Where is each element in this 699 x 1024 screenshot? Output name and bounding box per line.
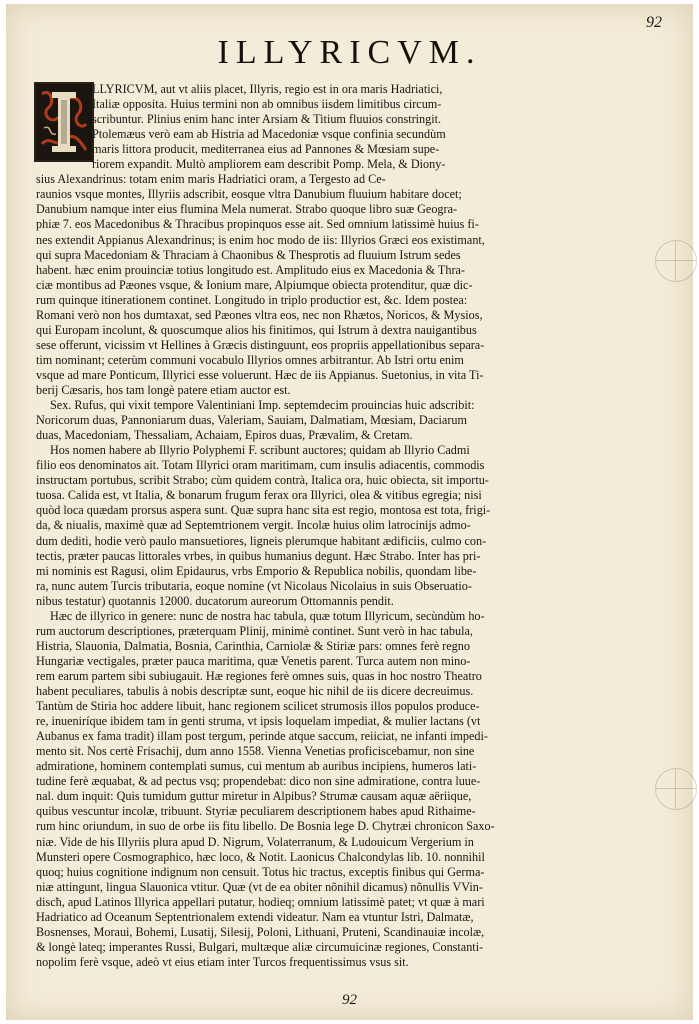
text-line: quoq; huius cognitione indignum non censuit. Totus hic tractus, exceptis finibus qui Germa-: [36, 864, 485, 879]
text-line: qui Europam incolunt, & quoscumque alios his finitimos, qui Istrum à dextra nauigantibus: [36, 322, 477, 337]
page-number-bottom: 92: [342, 992, 357, 1008]
text-line: tectis, præter paucas littorales vrbes, in quibus humanius degunt. Hæc Strabo. Inter has pri-: [36, 548, 481, 563]
text-line: ciæ montibus ad Pæones vsque, & Ionium mare, Alpiumque obiecta protenditur, quæ dic-: [36, 277, 473, 292]
text-line: mi nominis est Ragusi, olim Epidaurus, vrbs Emporio & Republica nobilis, quondam libe-: [36, 563, 477, 578]
text-line: duas, Macedoniam, Thessaliam, Achaiam, Epiros duas, Prævalim, & Cretam.: [36, 428, 413, 443]
text-line: habent. hæc enim prouinciæ totius longitudo est. Amplitudo eius ex Macedonia & Thra-: [36, 262, 465, 277]
text-line: Munsteri opere Cosmographico, hæc loco, & Notit. Laonicus Chalcondylas lib. 10. nonnihil: [36, 849, 485, 864]
page-number-top: 92: [646, 14, 662, 31]
text-line: riorem expandit. Multò ampliorem eam describit Pomp. Mela, & Diony-: [92, 157, 446, 172]
text-line: & longè lateq; imperantes Russi, Bulgari, multæque aliæ circumuicinæ regiones, Constanti-: [36, 939, 484, 954]
text-line: Italiæ opposita. Huius termini non ab omnibus iisdem limitibus circum-: [92, 97, 442, 112]
text-line: Hadriatico ad Oceanum Septentrionalem extendi videatur. Nam ea vtuntur Istri, Dalmatæ,: [36, 909, 474, 924]
text-line: Sex. Rufus, qui vixit tempore Valentiniani Imp. septemdecim prouincias huic adscribit:: [50, 398, 475, 413]
text-line: Tantùm de Stiria hoc addere libuit, hanc regionem scilicet strumosis illos populos produce-: [36, 699, 480, 714]
text-line: Hungariæ vectigales, præter pauca maritima, quæ Venetis parent. Turca autem non mino-: [36, 653, 471, 668]
text-line: habent peculiares, tabulis à nobis descriptæ sunt, eoque hic nihil de iis dicere decreuimus.: [36, 684, 474, 698]
text-line: nes extendit Appianus Alexandrinus; is enim hoc modo de iis: Illyrios Græci eos existimant,: [36, 232, 485, 247]
text-line: niæ attingunt, lingua Slauonica vtitur. Quæ (vt de ea obiter nõnihil dicamus) nõnullis VVin-: [36, 879, 483, 894]
text-line: qui supra Macedoniam & Thraciam à Chaonibus & Thesprotis ad fluuium Istrum sedes: [36, 247, 461, 262]
text-line: sius Alexandrinus: totam enim maris Hadriatici oram, a Tergesto ad Ce-: [36, 172, 386, 187]
text-line: niæ. Vide de his Illyriis plura apud D. Nigrum, Volaterranum, & Ludouicum Vergerium in: [36, 834, 474, 849]
text-line: dum dediti, hodie verò paulo mansuetiores, ligneis plerumque habitant ædificiis, culmo con-: [36, 533, 487, 548]
text-line: nibus testatur) quotannis 12000. ducatorum aureorum Ottomannis pendit.: [36, 593, 394, 608]
page-title: ILLYRICVM.: [217, 34, 482, 71]
text-line: Ptolemæus verò eam ab Histria ad Macedoniæ vsque confinia secundùm: [92, 127, 446, 142]
bleed-through-globe-icon: [655, 240, 697, 282]
text-line: maris littora producit, mediterranea eius ad Pannones & Mœsiam supe-: [92, 142, 440, 157]
text-line: discħ, apud Latinos Illyrica appellari putatur, hodieq; omnium latissimè patet; vt quæ à mari: [36, 894, 485, 909]
text-line: quibus vescuntur incolæ, tribuunt. Styriæ peculiarem descriptionem habes apud Rithaime-: [36, 804, 476, 819]
text-line: rum hinc oriundum, in suo de orbe iis fitu libello. De Bosnia lege D. Chytræi chronicon Saxo-: [36, 819, 495, 834]
text-line: da, & niualis, maximè quæ ad Septemtrionem vergit. Incolæ huius olim latrocinijs admo-: [36, 518, 471, 533]
text-line: Hæc de illyrico in genere: nunc de nostra hac tabula, quæ totum Illyricum, secùndùm ho-: [50, 608, 485, 623]
text-line: nopolim ferè vsque, adeò vt eius etiam inter Turcos frequentissimus vsus sit.: [36, 954, 409, 969]
text-line: tim nominant; ceterùm communi vocabulo Illyrios omnes arbitrantur. Ab Istri ortu enim: [36, 352, 464, 367]
text-line: admiratione, hominem contemplati sumus, cui mentum ab auribus incipiens, humeros lati-: [36, 759, 477, 774]
page-sheet: [6, 4, 693, 1020]
bleed-through-globe-icon: [655, 768, 697, 810]
text-line: Romani verò non hos dumtaxat, sed Pæones vltra eos, nec non Rhætos, Noricos, & Mysios,: [36, 307, 483, 322]
decorated-initial-i-icon: [34, 82, 94, 162]
text-line: Danubium namque inter eius flumina Mela numerat. Strabo quoque libro suæ Geogra-: [36, 202, 458, 217]
text-line: Aubanus ex fama tradit) illam post tergum, perinde atque saccum, reiiciat, ne infanti impedi-: [36, 729, 488, 744]
text-line: rum quinque itinerationem continet. Longitudo in triplo productior est, &c. Idem postea:: [36, 292, 468, 307]
text-line: Histria, Slauonia, Dalmatia, Bosnia, Carinthia, Carniolæ & Stiriæ pars: omnes ferè regno: [36, 638, 470, 653]
text-line: berij Cæsaris, hos tam longè patere etiam auctor est.: [36, 383, 291, 397]
text-line: filio eos denominatos ait. Totam Illyrici oram maritimam, cum insulis adiacentis, commodis: [36, 458, 485, 473]
text-line: rem earum partem sibi subiugauit. Hæ regiones ferè omnes suis, quas in hoc nostro Theatro: [36, 668, 482, 683]
text-line: instructam portubus, scribit Strabo; cùm quidem contrà, Italica ora, huic obiecta, sit importu-: [36, 473, 489, 488]
text-line: Noricorum duas, Pannoniarum duas, Valeriam, Sauiam, Dalmatiam, Mœsiam, Daciarum: [36, 413, 467, 428]
text-line: scribuntur. Plinius enim hanc inter Arsiam & Titium fluuios constringit.: [92, 112, 442, 127]
text-line: vsque ad mare Ponticum, Illyrici esse voluerunt. Hæc de iis Appianus. Suetonius, in vita Ti-: [36, 367, 484, 382]
text-line: re, inueniríque ibidem tam in genti struma, vt ipsis loquelam impediat, & mulier lactans (vt: [36, 714, 481, 729]
text-line: Bosnenses, Moraui, Bohemi, Lusatij, Silesij, Poloni, Lithuani, Pruteni, Scandinauiæ incolæ,: [36, 924, 485, 939]
text-line: tudine ferè æquabat, & ad pectus vsq; propendebat: dico non sine admiratione, contra luue-: [36, 774, 481, 789]
text-line: quòd loca quædam prorsus aspera sunt. Quæ supra hanc sita est regio, montosa est tota, frigi-: [36, 503, 491, 518]
text-line: phiæ 7. eos Macedonibus & Thracibus propinquos esse ait. Sed omnium latissimè huius fi-: [36, 217, 479, 232]
text-line: Hos nomen habere ab Illyrio Polyphemi F. scribunt auctores; quidam ab Illyrio Cadmi: [50, 443, 470, 458]
text-line: rum auctorum descriptiones, præterquam Plinij, minimè continet. Sunt verò in hac tabula,: [36, 623, 473, 638]
text-line: ra, nunc autem Turcis tributaria, eoque nomine (vt Nicolaus Nicolaius in suis Obseruatio-: [36, 578, 472, 593]
text-line: tuosa. Calida est, vt Italia, & bonarum frugum ferax ora Illyrici, olea & vitibus egregia; nisi: [36, 488, 482, 503]
text-line: mento sit. Nos certè Frisachij, dum anno 1558. Vienna Venetias proficiscebamur, non sine: [36, 744, 475, 759]
text-line: raunios vsque montes, Illyriis adscribit, eosque vltra Danubium fluuium habitare docet;: [36, 187, 462, 202]
text-line: nal. dum inquit: Quis tumidum guttur miretur in Alpibus? Strumæ causam aquæ aëriique,: [36, 789, 472, 804]
text-line: LLYRICVM, aut vt aliis placet, Illyris, regio est in ora maris Hadriatici,: [92, 82, 443, 96]
text-line: sese offerunt, vicissim vt Hellines à Græcis distinguunt, eos propriis appellationibus separa-: [36, 337, 485, 352]
